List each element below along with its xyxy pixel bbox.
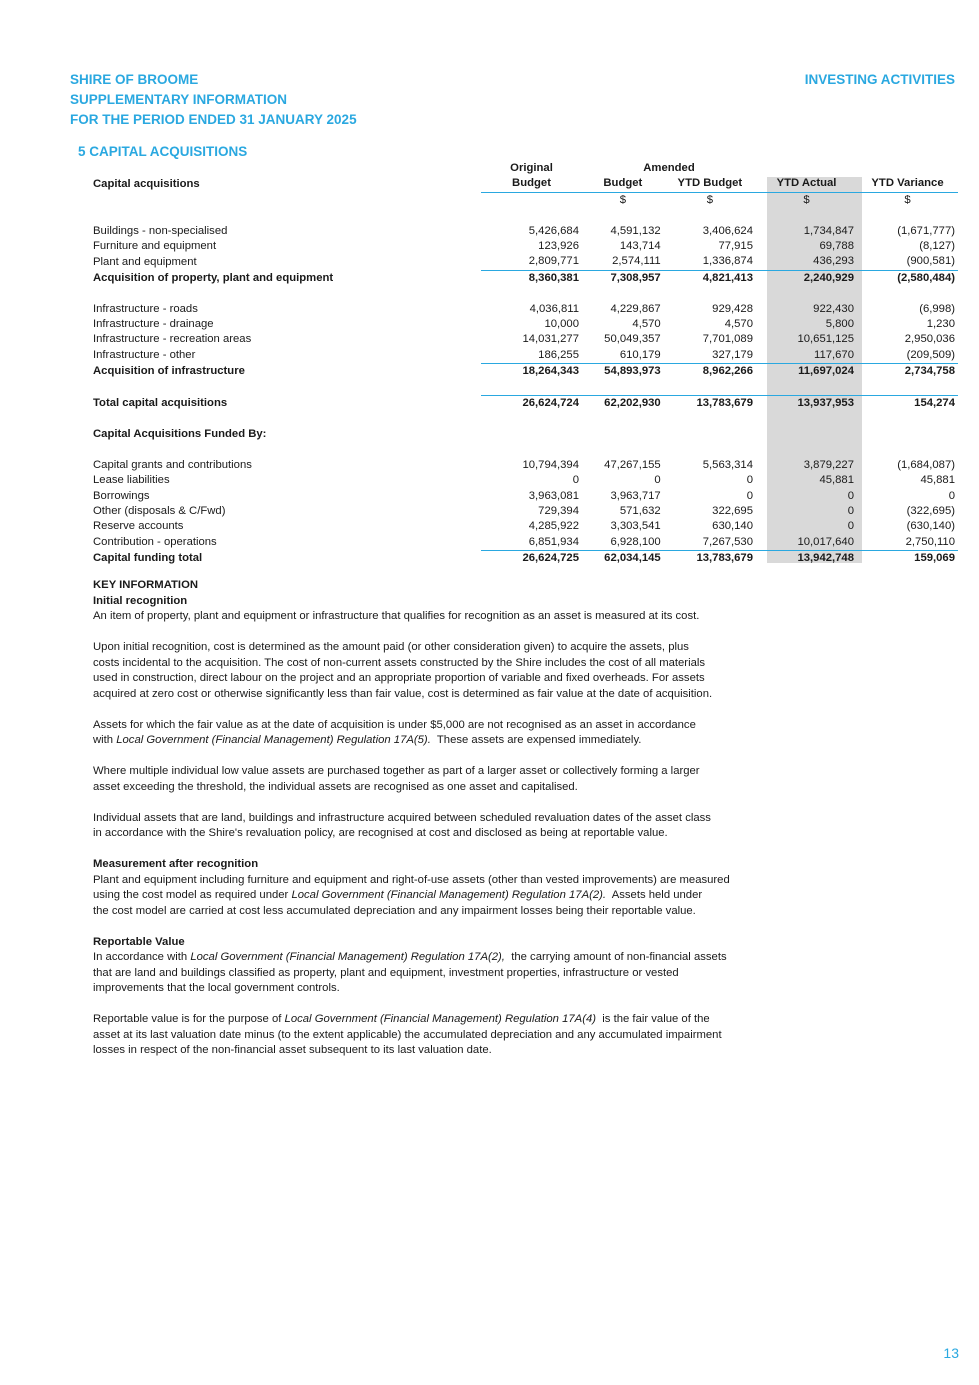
table-row — [90, 458, 958, 473]
row-label: Lease liabilities — [93, 474, 170, 487]
header-row-top — [90, 161, 958, 176]
cell-value: 10,651,125 — [797, 333, 854, 346]
row-label: Plant and equipment — [93, 255, 197, 268]
cell-value: 1,230 — [926, 318, 955, 331]
cell-value: 143,714 — [619, 240, 661, 253]
cell-value: 54,893,973 — [582, 364, 664, 380]
row-label: Contribution - operations — [93, 536, 217, 548]
cell-value: 4,570 — [632, 318, 661, 331]
paragraph: Where multiple individual low value assets are purchased together as part of a larger asset or collectively forming a larger asset exceeding the threshold, the individual assets are recognised as one asset and capitalised. — [93, 765, 700, 793]
table-row — [90, 348, 958, 364]
cell-value: 3,879,227 — [803, 458, 854, 471]
spacer-row — [90, 412, 958, 427]
cell-value: 13,783,679 — [664, 551, 756, 567]
cell-value: (322,695) — [906, 504, 955, 517]
cell-value: 123,926 — [538, 240, 579, 253]
cell-value: 117,670 — [814, 348, 854, 361]
cell-value: 8,962,266 — [664, 364, 756, 380]
table-row — [90, 473, 958, 488]
cell-value: 45,881 — [819, 474, 854, 487]
cell-value: 436,293 — [813, 255, 854, 268]
cell-value: 7,267,530 — [702, 535, 753, 548]
table-row — [90, 504, 958, 519]
row-label: Capital funding total — [93, 551, 203, 564]
cell-value: 4,229,867 — [610, 302, 661, 315]
cell-value: 5,563,314 — [702, 458, 753, 471]
paragraph: Assets for which the fair value as at the date of acquisition is under $5,000 are not recognised as an asset in accordance with Local Government (Financial Management) Regulation 17A(5). These assets are expensed immediately. — [93, 718, 696, 746]
table-row — [90, 535, 958, 551]
spacer-row — [90, 208, 958, 223]
col-original-top: Original — [510, 162, 553, 174]
total-row — [90, 396, 958, 412]
total-row — [90, 364, 958, 380]
row-label: Furniture and equipment — [93, 240, 217, 253]
row-label: Reserve accounts — [93, 520, 184, 533]
table-row — [90, 317, 958, 332]
cell-value: (1,684,087) — [897, 458, 955, 471]
cell-value: 6,928,100 — [610, 535, 661, 548]
cell-value: 0 — [746, 489, 753, 502]
cell-value: 0 — [572, 474, 579, 487]
cell-value: 13,937,953 — [756, 396, 857, 412]
cell-value: 5,426,684 — [528, 224, 579, 237]
cell-value: 0 — [948, 489, 955, 502]
cell-value: 1,336,874 — [702, 255, 753, 268]
col-ytd-actual: YTD Actual — [756, 176, 857, 192]
cell-value: 159,069 — [857, 551, 958, 567]
key-information — [93, 578, 813, 1074]
cell-value: 922,430 — [813, 302, 854, 315]
paragraph: An item of property, plant and equipment or infrastructure that qualifies for recognition as an asset is measured at its cost. — [93, 610, 700, 622]
cell-value: (8,127) — [919, 240, 955, 253]
cell-value: (1,671,777) — [897, 224, 955, 237]
row-label: Total capital acquisitions — [93, 396, 228, 409]
row-label: Infrastructure - recreation areas — [93, 333, 252, 346]
unit-label: $ — [803, 193, 810, 206]
cell-value: 26,624,724 — [481, 396, 582, 412]
cell-value: (209,509) — [906, 348, 955, 361]
cell-value: (900,581) — [906, 255, 955, 268]
section-category: INVESTING ACTIVITIES — [804, 72, 955, 87]
row-label: Capital grants and contributions — [93, 458, 252, 471]
funded-heading: Capital Acquisitions Funded By: — [93, 427, 267, 440]
cell-value: 0 — [654, 474, 661, 487]
cell-value: 47,267,155 — [604, 458, 661, 471]
col-original-budget: Budget — [481, 176, 582, 192]
total-row — [90, 551, 958, 567]
cell-value: 14,031,277 — [522, 333, 579, 346]
cell-value: 154,274 — [857, 396, 958, 412]
cell-value: 2,750,110 — [905, 535, 955, 548]
cell-value: 11,697,024 — [756, 364, 857, 380]
row-label: Acquisition of infrastructure — [93, 365, 245, 378]
cell-value: 2,240,929 — [756, 270, 857, 286]
cell-value: 6,851,934 — [528, 535, 579, 548]
paragraph: Individual assets that are land, buildings and infrastructure acquired between scheduled revaluation dates of the asset class in accordance with the Shire's revaluation policy, are recognised at cost and disclosed as being at reportable value. — [93, 811, 711, 839]
cell-value: 4,821,413 — [664, 270, 756, 286]
spacer-row — [90, 286, 958, 301]
cell-value: 3,963,081 — [528, 489, 579, 502]
cell-value: 4,591,132 — [610, 224, 661, 237]
cell-value: 2,809,771 — [528, 255, 579, 268]
col-ytd-variance: YTD Variance — [857, 176, 958, 192]
cell-value: 8,360,381 — [481, 270, 582, 286]
cell-value: 2,734,758 — [857, 364, 958, 380]
paragraph: Plant and equipment including furniture and equipment and right-of-use assets (other than vested improvements) are measured using the cost model as required under Local Government (Financial Management) Regulation 17A(2). Assets held under the cost model are carried at cost less accumulated depreciation and any impairment losses being their reportable value. — [93, 873, 730, 917]
spacer-row — [90, 380, 958, 396]
cell-value: 630,140 — [712, 520, 753, 533]
cell-value: 2,950,036 — [904, 333, 955, 346]
table-row — [90, 239, 958, 254]
cell-value: 69,788 — [819, 240, 854, 253]
cell-value: 10,017,640 — [797, 535, 854, 548]
table-row — [90, 224, 958, 239]
cell-value: 1,734,847 — [803, 224, 854, 237]
table-row — [90, 302, 958, 317]
page-number: 13 — [943, 1345, 959, 1361]
report-header — [70, 70, 357, 130]
col-amended-budget: Budget — [582, 176, 664, 192]
cell-value: 4,036,811 — [529, 302, 579, 315]
cell-value: 929,428 — [712, 302, 753, 315]
measurement-heading: Measurement after recognition — [93, 858, 259, 870]
funded-heading-row — [90, 427, 958, 442]
cell-value: 729,394 — [538, 504, 579, 517]
row-label: Other (disposals & C/Fwd) — [93, 504, 226, 517]
cell-value: 3,406,624 — [702, 224, 753, 237]
key-info-title: KEY INFORMATION — [93, 579, 199, 591]
cell-value: 10,794,394 — [522, 458, 579, 471]
org-name: SHIRE OF BROOME — [70, 72, 199, 87]
reportable-value-heading: Reportable Value — [93, 935, 185, 948]
row-label: Buildings - non-specialised — [93, 224, 228, 237]
total-row — [90, 270, 958, 286]
cell-value: 3,963,717 — [610, 489, 661, 502]
cell-value: 186,255 — [538, 348, 579, 361]
cell-value: 18,264,343 — [481, 364, 582, 380]
unit-label: $ — [904, 193, 911, 206]
cell-value: 50,049,357 — [604, 333, 661, 346]
cell-value: 10,000 — [544, 318, 579, 331]
cell-value: 327,179 — [712, 348, 753, 361]
table-row — [90, 519, 958, 534]
cell-value: 7,308,957 — [582, 270, 664, 286]
cell-value: 26,624,725 — [481, 551, 582, 567]
col-ytd-budget: YTD Budget — [664, 176, 756, 192]
cell-value: 0 — [847, 489, 854, 502]
cell-value: 610,179 — [619, 348, 661, 361]
row-label: Infrastructure - drainage — [93, 318, 214, 331]
cell-value: (2,580,484) — [857, 270, 958, 286]
report-subtitle: SUPPLEMENTARY INFORMATION — [70, 92, 288, 107]
row-label: Borrowings — [93, 489, 150, 502]
row-label: Infrastructure - other — [93, 349, 196, 362]
cell-value: 7,701,089 — [702, 333, 753, 346]
table-row — [90, 489, 958, 504]
unit-label: $ — [706, 193, 713, 206]
cell-value: 62,034,145 — [582, 551, 664, 567]
capital-acquisitions-table — [90, 161, 958, 567]
section-title: 5 CAPITAL ACQUISITIONS — [78, 144, 248, 159]
header-row — [90, 176, 958, 192]
paragraph: Reportable value is for the purpose of Local Government (Financial Management) Regulation 17A(4) is the fair value of the asset at its last valuation date minus (to the extent applicable) the accumulated depreciation and any accumulated impairment losses in respect of the non-financial asset subsequent to its last valuation date. — [93, 1013, 722, 1056]
cell-value: 4,285,922 — [528, 520, 579, 533]
cell-value: 2,574,111 — [612, 255, 661, 268]
cell-value: 3,303,541 — [610, 520, 661, 533]
col-amended-top: Amended — [643, 162, 695, 174]
cell-value: 0 — [847, 520, 854, 533]
table-row — [90, 254, 958, 270]
cell-value: 13,942,748 — [756, 551, 857, 567]
cell-value: 5,800 — [825, 318, 854, 331]
cell-value: 0 — [746, 474, 753, 487]
cell-value: 0 — [847, 504, 854, 517]
unit-row — [90, 192, 958, 208]
cell-value: 62,202,930 — [582, 396, 664, 412]
table-row — [90, 332, 958, 347]
initial-recognition-heading: Initial recognition — [93, 594, 188, 607]
cell-value: 322,695 — [712, 504, 753, 517]
cell-value: 4,570 — [724, 318, 753, 331]
cell-value: (630,140) — [906, 520, 955, 533]
cell-value: 571,632 — [619, 504, 661, 517]
row-label: Infrastructure - roads — [93, 302, 198, 315]
row-label-heading: Capital acquisitions — [93, 177, 200, 190]
cell-value: 13,783,679 — [664, 396, 756, 412]
spacer-row — [90, 442, 958, 457]
paragraph: In accordance with Local Government (Financial Management) Regulation 17A(2), the carrying amount of non-financial assets that are land and buildings classified as property, plant and equipment, investment properties, infrastructure or vested improvements that the local government controls. — [93, 951, 727, 994]
cell-value: 77,915 — [718, 240, 753, 253]
unit-label: $ — [619, 193, 626, 206]
paragraph: Upon initial recognition, cost is determined as the amount paid (or other consideration given) to acquire the assets, plus costs incidental to the acquisition. The cost of non-current assets constructed by the Shire includes the cost of all materials used in construction, direct labour on the project and an appropriate proportion of variable and fixed overheads. For assets acquired at zero cost or otherwise significantly less than fair value, cost is determined as fair value at the date of acquisition. — [93, 641, 713, 700]
cell-value: (6,998) — [919, 302, 955, 315]
cell-value: 45,881 — [920, 474, 955, 487]
row-label: Acquisition of property, plant and equipment — [93, 271, 334, 284]
report-period: FOR THE PERIOD ENDED 31 JANUARY 2025 — [70, 112, 357, 127]
